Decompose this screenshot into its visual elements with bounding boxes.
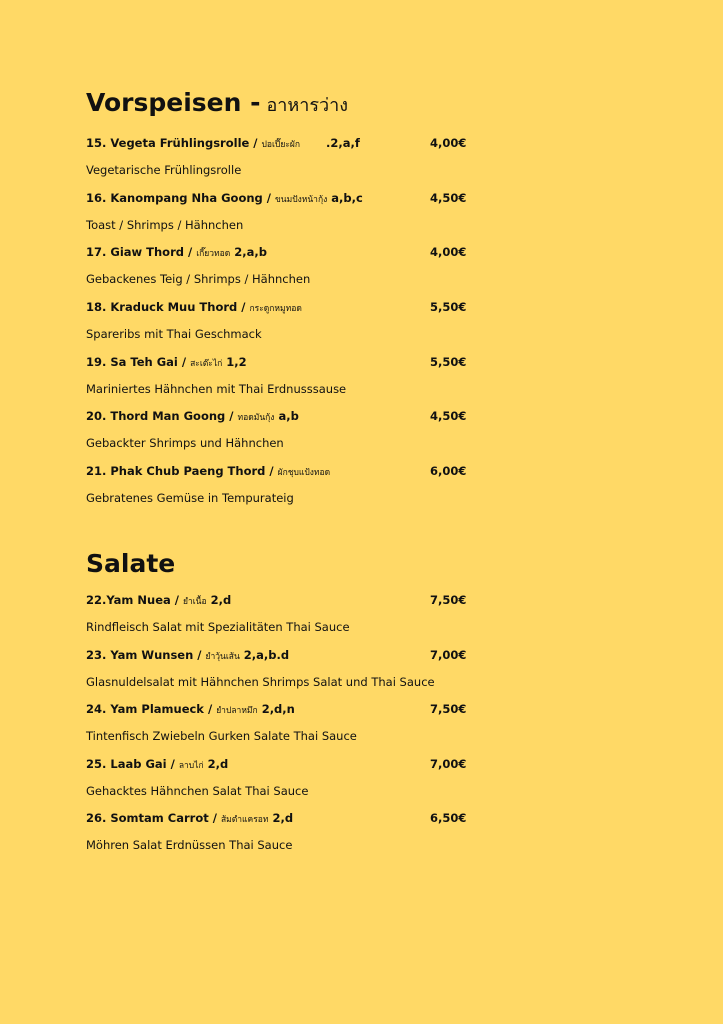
- item-description: Toast / Shrimps / Hähnchen: [86, 218, 244, 232]
- item-allergen-codes: 2,a,b.d: [243, 648, 290, 662]
- item-description: Gebratenes Gemüse in Tempurateig: [86, 491, 294, 505]
- item-price: 7,50€: [430, 702, 467, 716]
- item-title-line: [86, 135, 486, 151]
- item-title-line: [86, 244, 486, 260]
- item-thai-name: ขนมปังหน้ากุ้ง: [275, 195, 328, 205]
- item-thai-name: ทอดมันกุ้ง: [237, 413, 275, 423]
- item-title-line: [86, 299, 486, 315]
- item-allergen-codes: 2,a,b: [234, 245, 267, 259]
- menu-item: [86, 592, 486, 642]
- item-title-line: [86, 354, 486, 370]
- item-description: Glasnuldelsalat mit Hähnchen Shrimps Salat und Thai Sauce: [86, 675, 435, 689]
- item-name: 18. Kraduck Muu Thord /: [86, 300, 246, 314]
- item-name: 15. Vegeta Frühlingsrolle /: [86, 136, 258, 150]
- item-title-line: [86, 190, 486, 206]
- item-allergen-codes: 2,d: [272, 811, 294, 825]
- item-allergen-codes: 2,d: [210, 593, 232, 607]
- item-price: 6,00€: [430, 464, 467, 478]
- menu-item: [86, 190, 486, 240]
- item-name: 20. Thord Man Goong /: [86, 409, 234, 423]
- menu-item: [86, 135, 486, 185]
- item-description: Gebackenes Teig / Shrimps / Hähnchen: [86, 272, 311, 286]
- menu-item: [86, 701, 486, 751]
- item-title-line: [86, 463, 486, 479]
- item-thai-name: ยำปลาหมึก: [216, 706, 258, 716]
- item-allergen-codes: .2,a,f: [326, 136, 360, 150]
- item-description: Rindfleisch Salat mit Spezialitäten Thai Sauce: [86, 620, 350, 634]
- item-name: 17. Giaw Thord /: [86, 245, 193, 259]
- menu-item: [86, 299, 486, 349]
- item-thai-name: ยำเนื้อ: [182, 597, 207, 607]
- item-description: Möhren Salat Erdnüssen Thai Sauce: [86, 838, 293, 852]
- item-price: 6,50€: [430, 811, 467, 825]
- menu-item: [86, 810, 486, 860]
- item-title-line: [86, 592, 486, 608]
- item-title-line: [86, 756, 486, 772]
- menu-item: [86, 244, 486, 294]
- item-name: 16. Kanompang Nha Goong /: [86, 191, 271, 205]
- item-price: 4,50€: [430, 409, 467, 423]
- section-title: [86, 88, 348, 121]
- item-allergen-codes: a,b: [278, 409, 299, 423]
- item-description: Gebackter Shrimps und Hähnchen: [86, 436, 284, 450]
- item-allergen-codes: 2,d: [207, 757, 229, 771]
- item-thai-name: ปอเปี๊ยะผัก: [261, 140, 301, 150]
- item-thai-name: ผักชุบแป้งทอด: [277, 468, 331, 478]
- section-title-text: Salate: [86, 549, 176, 578]
- section-title-thai: อาหารว่าง: [266, 95, 349, 116]
- item-price: 7,00€: [430, 648, 467, 662]
- item-name: 26. Somtam Carrot /: [86, 811, 217, 825]
- item-name: 22.Yam Nuea /: [86, 593, 179, 607]
- item-price: 4,00€: [430, 245, 467, 259]
- item-description: Mariniertes Hähnchen mit Thai Erdnusssause: [86, 382, 347, 396]
- item-price: 4,00€: [430, 136, 467, 150]
- menu-item: [86, 756, 486, 806]
- item-allergen-codes: 1,2: [226, 355, 247, 369]
- item-price: 5,50€: [430, 300, 467, 314]
- item-thai-name: สะเต๊ะไก่: [190, 359, 223, 369]
- item-name: 23. Yam Wunsen /: [86, 648, 202, 662]
- menu-item: [86, 408, 486, 458]
- item-thai-name: ลาบไก่: [178, 761, 204, 771]
- item-title-line: [86, 701, 486, 717]
- item-price: 7,50€: [430, 593, 467, 607]
- menu-item: [86, 463, 486, 513]
- item-description: Vegetarische Frühlingsrolle: [86, 163, 242, 177]
- section-title-text: Vorspeisen -: [86, 88, 261, 117]
- item-description: Gehacktes Hähnchen Salat Thai Sauce: [86, 784, 309, 798]
- item-thai-name: เกี๊ยวทอด: [196, 249, 231, 259]
- item-thai-name: กระดูกหมูทอด: [249, 304, 302, 314]
- menu-item: [86, 354, 486, 404]
- item-thai-name: ส้มตำแครอท: [220, 815, 269, 825]
- section-title: [86, 549, 181, 582]
- item-price: 4,50€: [430, 191, 467, 205]
- item-name: 25. Laab Gai /: [86, 757, 175, 771]
- menu-item: [86, 647, 486, 697]
- item-name: 24. Yam Plamueck /: [86, 702, 213, 716]
- item-price: 7,00€: [430, 757, 467, 771]
- item-description: Tintenfisch Zwiebeln Gurken Salate Thai Sauce: [86, 729, 357, 743]
- item-title-line: [86, 408, 486, 424]
- item-title-line: [86, 647, 486, 663]
- item-thai-name: ยำวุ้นเส้น: [205, 652, 240, 662]
- item-name: 21. Phak Chub Paeng Thord /: [86, 464, 274, 478]
- item-price: 5,50€: [430, 355, 467, 369]
- item-name: 19. Sa Teh Gai /: [86, 355, 187, 369]
- item-description: Spareribs mit Thai Geschmack: [86, 327, 262, 341]
- item-title-line: [86, 810, 486, 826]
- item-allergen-codes: 2,d,n: [261, 702, 295, 716]
- item-allergen-codes: a,b,c: [331, 191, 363, 205]
